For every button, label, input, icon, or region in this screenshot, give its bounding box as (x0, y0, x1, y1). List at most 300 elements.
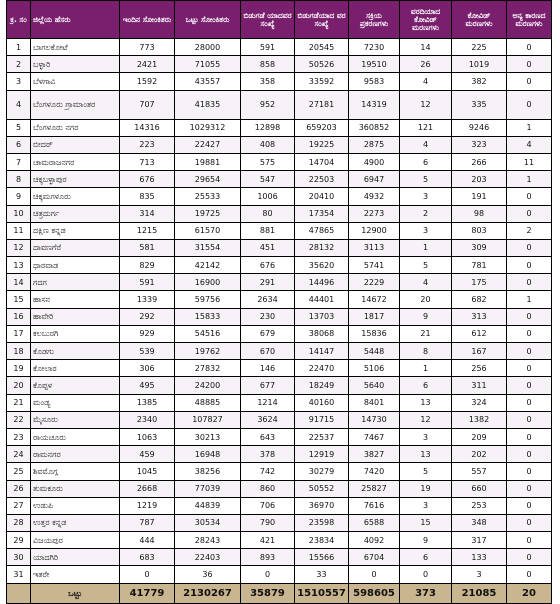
table-cell: 22503 (295, 171, 349, 188)
table-cell: 0 (507, 360, 552, 377)
district-name: ಶಿವಮೊಗ್ಗ (31, 463, 120, 480)
table-cell: 30534 (175, 514, 241, 531)
table-row (7, 90, 552, 119)
table-cell: 20545 (295, 39, 349, 56)
table-cell: 22470 (295, 360, 349, 377)
table-row (7, 377, 552, 394)
table-cell: 306 (120, 360, 175, 377)
table-cell: 91715 (295, 411, 349, 428)
table-cell: 591 (120, 274, 175, 291)
table-cell: 1382 (452, 411, 507, 428)
table-cell: 713 (120, 153, 175, 170)
table-cell: 0 (507, 73, 552, 90)
table-cell: 28132 (295, 239, 349, 256)
row-number: 27 (7, 497, 31, 514)
table-cell: 4 (400, 73, 452, 90)
table-row (7, 56, 552, 73)
column-header: ಕ್ರ. ಸಂ (7, 1, 31, 39)
table-row (7, 532, 552, 549)
district-name: ಕೋಲಾರ (31, 360, 120, 377)
table-header (7, 1, 552, 39)
table-row (7, 308, 552, 325)
table-cell: 421 (241, 532, 295, 549)
table-cell: 3 (400, 188, 452, 205)
table-cell: 581 (120, 239, 175, 256)
table-cell: 12 (400, 90, 452, 119)
table-row (7, 257, 552, 274)
table-cell: 146 (241, 360, 295, 377)
table-cell: 6 (400, 153, 452, 170)
table-cell: 1 (400, 239, 452, 256)
table-row (7, 119, 552, 136)
table-cell: 14316 (120, 119, 175, 136)
table-cell: 18249 (295, 377, 349, 394)
table-cell: 1 (507, 291, 552, 308)
table-cell: 2 (400, 205, 452, 222)
row-number: 23 (7, 428, 31, 445)
table-cell: 107827 (175, 411, 241, 428)
table-cell: 0 (507, 549, 552, 566)
district-name: ಧಾರವಾಡ (31, 257, 120, 274)
column-header: ಬಿಡುಗಡೆ ಯಾದವರ ಸಂಖ್ಯೆ (241, 1, 295, 39)
table-cell: 591 (241, 39, 295, 56)
table-cell: 0 (507, 446, 552, 463)
table-cell: 360852 (349, 119, 400, 136)
table-cell: 0 (507, 90, 552, 119)
table-row (7, 343, 552, 360)
total-cell: 35879 (241, 583, 295, 603)
district-covid-table-container (6, 0, 552, 604)
table-cell: 1817 (349, 308, 400, 325)
district-name: ರಾಯಚೂರು (31, 428, 120, 445)
table-row (7, 360, 552, 377)
row-number: 3 (7, 73, 31, 90)
table-cell: 47865 (295, 222, 349, 239)
table-cell: 324 (452, 394, 507, 411)
table-cell: 5106 (349, 360, 400, 377)
row-number: 16 (7, 308, 31, 325)
table-cell: 323 (452, 136, 507, 153)
table-cell: 292 (120, 308, 175, 325)
row-number: 7 (7, 153, 31, 170)
district-covid-table (6, 0, 552, 604)
table-cell: 14147 (295, 343, 349, 360)
table-cell: 8401 (349, 394, 400, 411)
table-cell: 0 (507, 56, 552, 73)
table-row (7, 274, 552, 291)
table-cell: 6947 (349, 171, 400, 188)
district-name: ಕೊಪ್ಪಳ (31, 377, 120, 394)
table-cell: 29654 (175, 171, 241, 188)
table-cell: 1 (400, 360, 452, 377)
table-cell: 1215 (120, 222, 175, 239)
table-cell: 14496 (295, 274, 349, 291)
table-cell: 5448 (349, 343, 400, 360)
table-cell: 707 (120, 90, 175, 119)
table-row (7, 39, 552, 56)
table-cell: 167 (452, 343, 507, 360)
table-cell: 3113 (349, 239, 400, 256)
table-cell: 0 (507, 205, 552, 222)
table-cell: 0 (507, 394, 552, 411)
table-cell: 20 (400, 291, 452, 308)
district-name: ತುಮಕೂರು (31, 480, 120, 497)
table-cell: 0 (507, 274, 552, 291)
district-name: ಕೊಡಗು (31, 343, 120, 360)
total-cell: 373 (400, 583, 452, 603)
table-cell: 4932 (349, 188, 400, 205)
table-cell: 30213 (175, 428, 241, 445)
table-cell: 36 (175, 566, 241, 583)
row-number: 18 (7, 343, 31, 360)
table-cell: 1 (507, 119, 552, 136)
table-cell: 803 (452, 222, 507, 239)
table-cell: 9583 (349, 73, 400, 90)
table-cell: 15833 (175, 308, 241, 325)
table-cell: 9246 (452, 119, 507, 136)
table-cell: 6 (400, 377, 452, 394)
table-cell: 0 (507, 257, 552, 274)
table-cell: 6588 (349, 514, 400, 531)
table-cell: 48885 (175, 394, 241, 411)
table-cell: 17354 (295, 205, 349, 222)
table-cell: 230 (241, 308, 295, 325)
table-cell: 38068 (295, 325, 349, 342)
table-cell: 28000 (175, 39, 241, 56)
table-cell: 1029312 (175, 119, 241, 136)
district-name: ದಕ್ಷಿಣ ಕನ್ನಡ (31, 222, 120, 239)
table-cell: 4092 (349, 532, 400, 549)
row-number: 15 (7, 291, 31, 308)
table-cell: 781 (452, 257, 507, 274)
table-cell: 15566 (295, 549, 349, 566)
table-cell: 3 (400, 497, 452, 514)
district-name: ಹಾವೇರಿ (31, 308, 120, 325)
row-number: 30 (7, 549, 31, 566)
table-cell: 12919 (295, 446, 349, 463)
table-cell: 557 (452, 463, 507, 480)
table-row (7, 463, 552, 480)
table-cell: 335 (452, 90, 507, 119)
table-cell: 2634 (241, 291, 295, 308)
table-cell: 5741 (349, 257, 400, 274)
table-cell: 706 (241, 497, 295, 514)
table-cell: 893 (241, 549, 295, 566)
district-name: ಬಾಗಲಕೋಟೆ (31, 39, 120, 56)
table-cell: 4 (400, 136, 452, 153)
table-cell: 7230 (349, 39, 400, 56)
total-cell: 1510557 (295, 583, 349, 603)
table-cell: 1592 (120, 73, 175, 90)
table-cell: 0 (507, 411, 552, 428)
table-cell: 444 (120, 532, 175, 549)
district-name: ಬೀದರ್ (31, 136, 120, 153)
table-cell: 266 (452, 153, 507, 170)
table-cell: 5 (400, 257, 452, 274)
table-cell: 311 (452, 377, 507, 394)
table-cell: 451 (241, 239, 295, 256)
table-row (7, 480, 552, 497)
row-number: 28 (7, 514, 31, 531)
table-row (7, 514, 552, 531)
table-row (7, 446, 552, 463)
table-cell: 682 (452, 291, 507, 308)
table-cell: 5640 (349, 377, 400, 394)
table-cell: 313 (452, 308, 507, 325)
table-cell: 2668 (120, 480, 175, 497)
district-name: ಉಡುಪಿ (31, 497, 120, 514)
column-header: ಒಟ್ಟು ಸೋಂಕಿತರು (175, 1, 241, 39)
table-cell: 1385 (120, 394, 175, 411)
total-cell (7, 583, 31, 603)
table-cell: 14704 (295, 153, 349, 170)
row-number: 24 (7, 446, 31, 463)
row-number: 29 (7, 532, 31, 549)
table-body (7, 39, 552, 584)
table-cell: 3 (452, 566, 507, 583)
table-cell: 0 (507, 343, 552, 360)
table-row (7, 497, 552, 514)
table-cell: 829 (120, 257, 175, 274)
table-cell: 309 (452, 239, 507, 256)
table-cell: 314 (120, 205, 175, 222)
district-name: ಚಿತ್ರದುರ್ಗ (31, 205, 120, 222)
district-name: ವಿಜಯಪುರ (31, 532, 120, 549)
table-cell: 15836 (349, 325, 400, 342)
district-name: ಚಿಕ್ಕಬಳ್ಳಾಪುರ (31, 171, 120, 188)
table-cell: 59756 (175, 291, 241, 308)
table-cell: 860 (241, 480, 295, 497)
table-cell: 952 (241, 90, 295, 119)
district-name: ಚಾಮರಾಜನಗರ (31, 153, 120, 170)
table-cell: 202 (452, 446, 507, 463)
table-cell: 6 (400, 549, 452, 566)
table-cell: 50526 (295, 56, 349, 73)
row-number: 2 (7, 56, 31, 73)
table-cell: 0 (349, 566, 400, 583)
table-cell: 9 (400, 308, 452, 325)
table-cell: 16900 (175, 274, 241, 291)
table-row (7, 394, 552, 411)
total-cell: 2130267 (175, 583, 241, 603)
table-row (7, 171, 552, 188)
table-cell: 539 (120, 343, 175, 360)
table-cell: 36970 (295, 497, 349, 514)
table-cell: 38256 (175, 463, 241, 480)
table-cell: 25533 (175, 188, 241, 205)
table-cell: 4900 (349, 153, 400, 170)
table-cell: 80 (241, 205, 295, 222)
header-row (7, 1, 552, 39)
total-row (7, 583, 552, 603)
table-cell: 44401 (295, 291, 349, 308)
table-cell: 790 (241, 514, 295, 531)
table-cell: 71055 (175, 56, 241, 73)
table-cell: 679 (241, 325, 295, 342)
row-number: 19 (7, 360, 31, 377)
district-name: ಉತ್ತರ ಕನ್ನಡ (31, 514, 120, 531)
table-cell: 30279 (295, 463, 349, 480)
table-cell: 11 (507, 153, 552, 170)
table-cell: 22403 (175, 549, 241, 566)
table-cell: 1 (507, 171, 552, 188)
table-cell: 20410 (295, 188, 349, 205)
row-number: 22 (7, 411, 31, 428)
table-cell: 12898 (241, 119, 295, 136)
table-footer (7, 583, 552, 603)
table-cell: 659203 (295, 119, 349, 136)
total-cell: 598605 (349, 583, 400, 603)
table-cell: 13 (400, 446, 452, 463)
row-number: 11 (7, 222, 31, 239)
table-row (7, 325, 552, 342)
table-cell: 3 (400, 222, 452, 239)
table-cell: 61570 (175, 222, 241, 239)
table-row (7, 411, 552, 428)
table-cell: 0 (507, 325, 552, 342)
table-cell: 27832 (175, 360, 241, 377)
table-cell: 742 (241, 463, 295, 480)
table-cell: 27181 (295, 90, 349, 119)
table-cell: 31554 (175, 239, 241, 256)
table-cell: 3 (400, 428, 452, 445)
table-cell: 5 (400, 171, 452, 188)
table-cell: 858 (241, 56, 295, 73)
table-cell: 929 (120, 325, 175, 342)
table-row (7, 239, 552, 256)
table-cell: 253 (452, 497, 507, 514)
table-cell: 21 (400, 325, 452, 342)
table-cell: 54516 (175, 325, 241, 342)
row-number: 14 (7, 274, 31, 291)
column-header: ಅನ್ಯ ಕಾರಣದ ಮರಣಗಳು (507, 1, 552, 39)
table-cell: 203 (452, 171, 507, 188)
table-cell: 0 (400, 566, 452, 583)
column-header: ಕೋವಿಡ್ ಮರಣಗಳು (452, 1, 507, 39)
table-cell: 1214 (241, 394, 295, 411)
table-cell: 1019 (452, 56, 507, 73)
district-name: ಮೈಸೂರು (31, 411, 120, 428)
table-cell: 459 (120, 446, 175, 463)
table-cell: 382 (452, 73, 507, 90)
table-cell: 612 (452, 325, 507, 342)
table-cell: 0 (507, 188, 552, 205)
table-cell: 547 (241, 171, 295, 188)
table-cell: 2 (507, 222, 552, 239)
table-cell: 50552 (295, 480, 349, 497)
district-name: ದಾವಣಗೆರೆ (31, 239, 120, 256)
table-cell: 7467 (349, 428, 400, 445)
table-cell: 643 (241, 428, 295, 445)
table-cell: 19881 (175, 153, 241, 170)
district-name: ಯಾದಗಿರಿ (31, 549, 120, 566)
table-cell: 14672 (349, 291, 400, 308)
row-number: 13 (7, 257, 31, 274)
row-number: 20 (7, 377, 31, 394)
table-cell: 19225 (295, 136, 349, 153)
district-name: ಬೆಳಗಾವಿ (31, 73, 120, 90)
table-cell: 358 (241, 73, 295, 90)
table-cell: 0 (507, 377, 552, 394)
table-cell: 15 (400, 514, 452, 531)
table-cell: 0 (507, 480, 552, 497)
table-cell: 677 (241, 377, 295, 394)
table-cell: 19510 (349, 56, 400, 73)
table-cell: 1006 (241, 188, 295, 205)
row-number: 1 (7, 39, 31, 56)
table-cell: 12 (400, 411, 452, 428)
table-row (7, 222, 552, 239)
table-cell: 1045 (120, 463, 175, 480)
table-cell: 22427 (175, 136, 241, 153)
table-row (7, 428, 552, 445)
table-cell: 19 (400, 480, 452, 497)
table-cell: 0 (507, 239, 552, 256)
district-name: ಹಾಸನ (31, 291, 120, 308)
row-number: 9 (7, 188, 31, 205)
table-cell: 22537 (295, 428, 349, 445)
table-cell: 317 (452, 532, 507, 549)
table-cell: 77039 (175, 480, 241, 497)
table-cell: 225 (452, 39, 507, 56)
table-cell: 209 (452, 428, 507, 445)
table-cell: 0 (507, 514, 552, 531)
table-cell: 0 (507, 39, 552, 56)
district-name: ಚಿಕ್ಕಮಗಳೂರು (31, 188, 120, 205)
district-name: ಗದಗ (31, 274, 120, 291)
table-cell: 0 (507, 428, 552, 445)
table-cell: 495 (120, 377, 175, 394)
table-cell: 19762 (175, 343, 241, 360)
table-cell: 223 (120, 136, 175, 153)
table-cell: 773 (120, 39, 175, 56)
table-cell: 378 (241, 446, 295, 463)
table-cell: 6704 (349, 549, 400, 566)
district-name: ಮಂಡ್ಯ (31, 394, 120, 411)
table-cell: 2875 (349, 136, 400, 153)
table-cell: 14319 (349, 90, 400, 119)
column-header: ವರದಿಯಾದ ಕೋವಿಡ್ ಮರಣಗಳು (400, 1, 452, 39)
table-cell: 676 (120, 171, 175, 188)
table-cell: 98 (452, 205, 507, 222)
table-cell: 660 (452, 480, 507, 497)
district-name: ಕಲಬುರಗಿ (31, 325, 120, 342)
table-cell: 3827 (349, 446, 400, 463)
table-cell: 9 (400, 532, 452, 549)
district-name: ರಾಮನಗರ (31, 446, 120, 463)
table-cell: 33592 (295, 73, 349, 90)
row-number: 4 (7, 90, 31, 119)
table-row (7, 188, 552, 205)
table-cell: 0 (120, 566, 175, 583)
table-cell: 7616 (349, 497, 400, 514)
column-header: ಇಂದಿನ ಸೋಂಕಿತರು (120, 1, 175, 39)
table-cell: 4 (507, 136, 552, 153)
table-cell: 33 (295, 566, 349, 583)
row-number: 26 (7, 480, 31, 497)
table-cell: 16948 (175, 446, 241, 463)
table-cell: 2340 (120, 411, 175, 428)
row-number: 31 (7, 566, 31, 583)
table-cell: 4 (400, 274, 452, 291)
table-cell: 12900 (349, 222, 400, 239)
column-header: ಜಿಲ್ಲೆಯ ಹೆಸರು (31, 1, 120, 39)
table-cell: 13 (400, 394, 452, 411)
total-cell: 41779 (120, 583, 175, 603)
table-cell: 41835 (175, 90, 241, 119)
row-number: 17 (7, 325, 31, 342)
table-cell: 0 (241, 566, 295, 583)
